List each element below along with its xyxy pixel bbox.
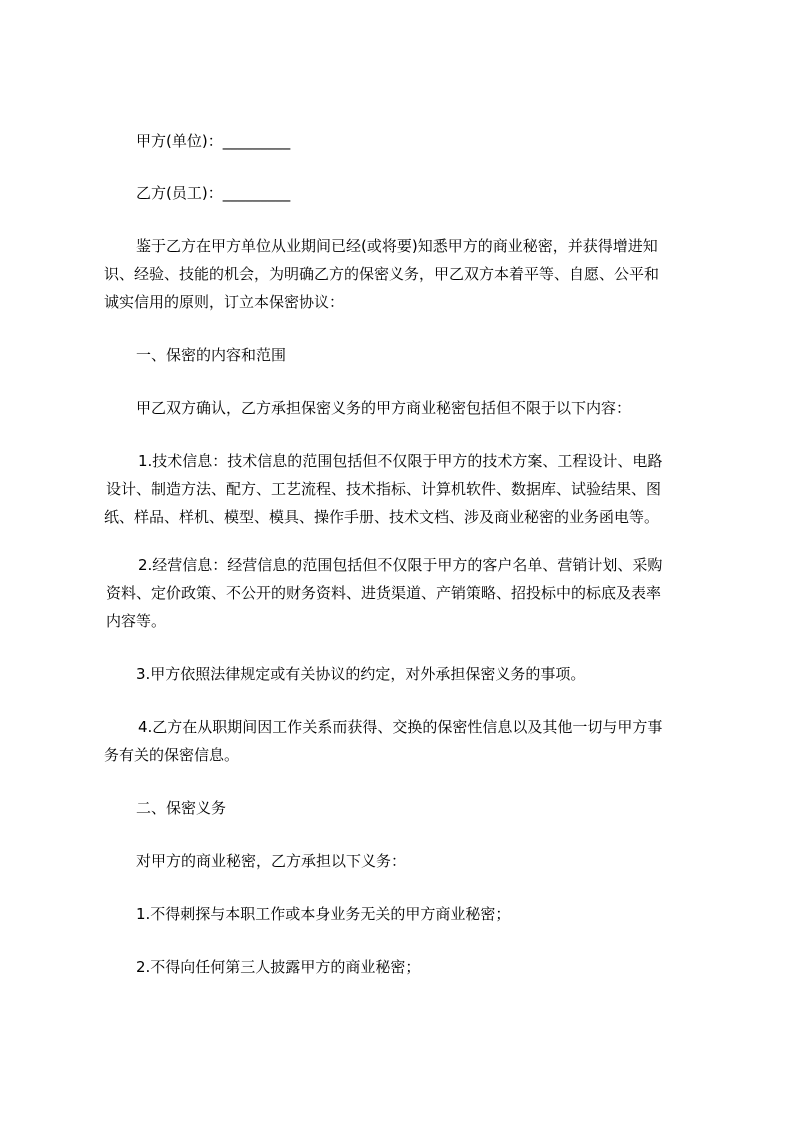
section1-item2-line-3: 内容等。 <box>106 612 167 630</box>
section1-item4-line-2: 务有关的保密信息。 <box>104 746 240 764</box>
section1-item4-line-1: 4.乙方在从职期间因工作关系而获得、交换的保密性信息以及其他一切与甲方事 <box>138 718 663 736</box>
section2-item1: 1.不得刺探与本职工作或本身业务无关的甲方商业秘密； <box>136 905 511 923</box>
section1-item2-line-1: 2.经营信息：经营信息的范围包括但不仅限于甲方的客户名单、营销计划、采购 <box>138 556 663 574</box>
section2-item2: 2.不得向任何第三人披露甲方的商业秘密； <box>136 958 421 976</box>
intro-line-1: 鉴于乙方在甲方单位从业期间已经(或将要)知悉甲方的商业秘密，并获得增进知 <box>136 237 658 255</box>
party-a-line: 甲方(单位)：_________ <box>136 132 291 150</box>
intro-line-3: 诚实信用的原则，订立本保密协议： <box>104 293 345 311</box>
section2-heading: 二、保密义务 <box>136 799 227 817</box>
section1-item2-line-2: 资料、定价政策、不公开的财务资料、进货渠道、产销策略、招投标中的标底及表率 <box>106 584 662 602</box>
party-b-line: 乙方(员工)：_________ <box>136 184 291 202</box>
section1-item1-line-3: 纸、样品、样机、模型、模具、操作手册、技术文档、涉及商业秘密的业务函电等。 <box>104 508 660 526</box>
section1-item1-line-1: 1.技术信息：技术信息的范围包括但不仅限于甲方的技术方案、工程设计、电路 <box>138 452 663 470</box>
section1-lead: 甲乙双方确认，乙方承担保密义务的甲方商业秘密包括但不限于以下内容： <box>136 399 632 417</box>
section1-heading: 一、保密的内容和范围 <box>136 346 287 364</box>
intro-line-2: 识、经验、技能的机会，为明确乙方的保密义务，甲乙双方本着平等、自愿、公平和 <box>104 265 660 283</box>
section1-item1-line-2: 设计、制造方法、配方、工艺流程、技术指标、计算机软件、数据库、试验结果、图 <box>106 480 662 498</box>
section2-lead: 对甲方的商业秘密，乙方承担以下义务： <box>136 852 407 870</box>
section1-item3: 3.甲方依照法律规定或有关协议的约定，对外承担保密义务的事项。 <box>136 665 586 683</box>
